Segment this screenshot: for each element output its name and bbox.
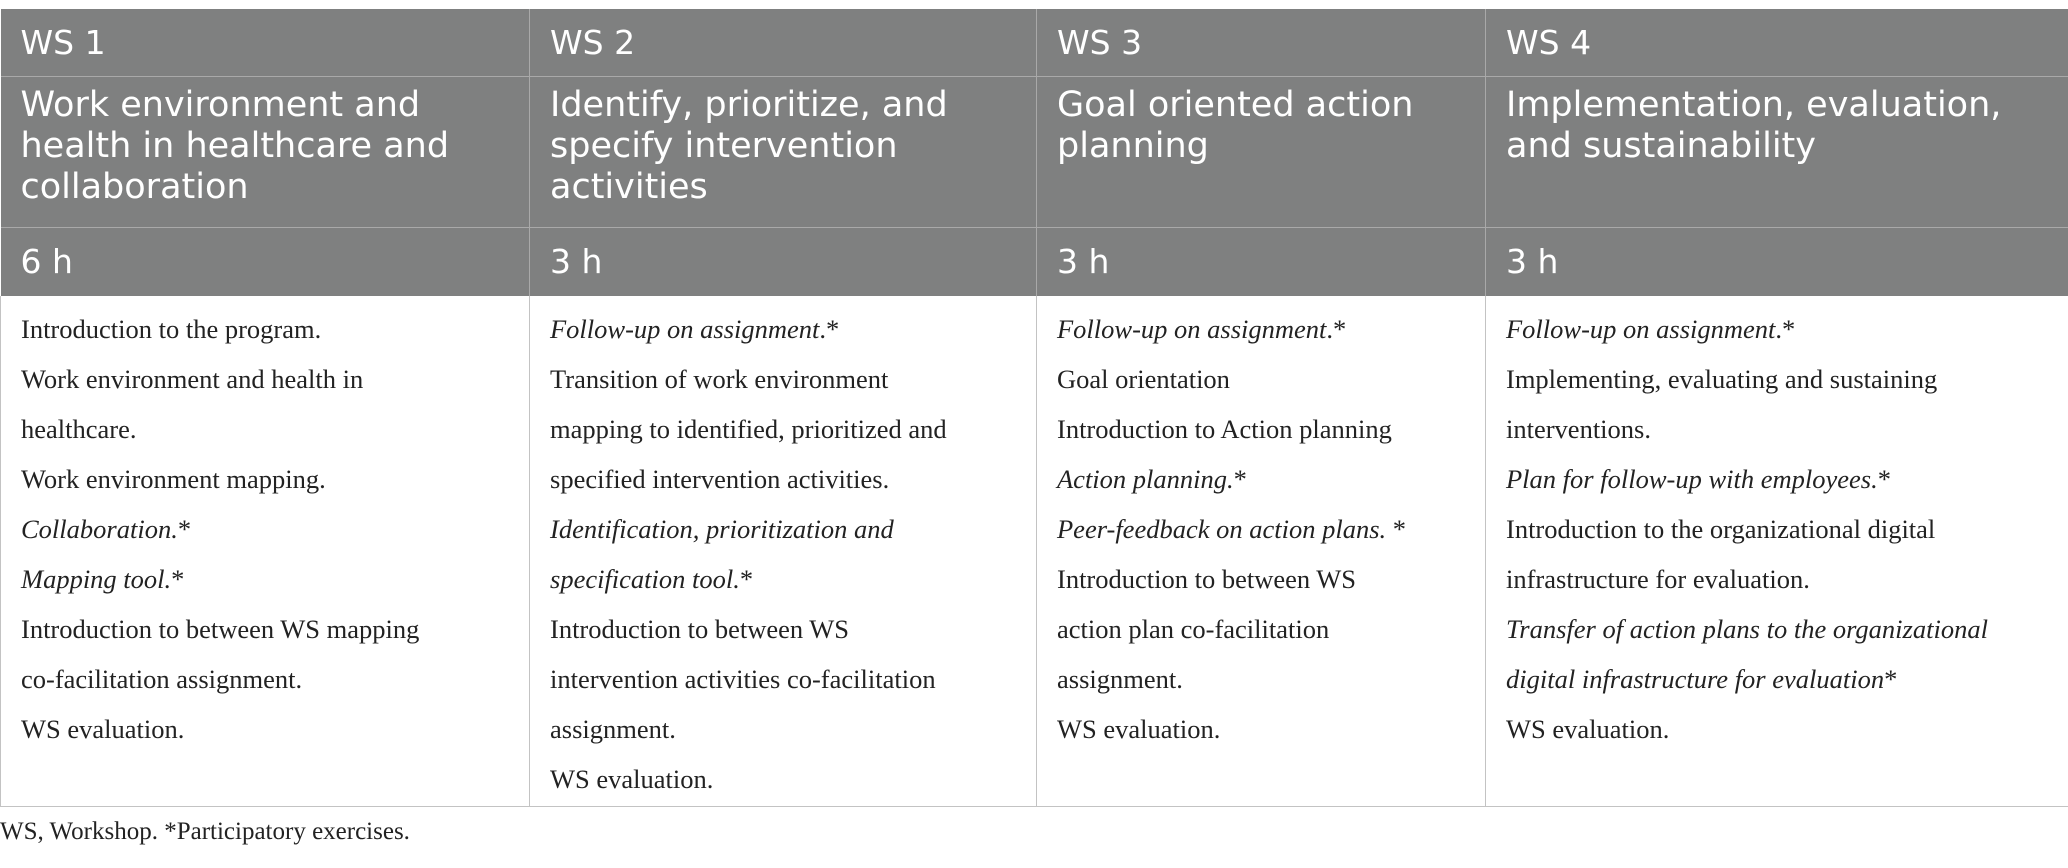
table-body: [1, 296, 2068, 806]
content-line-text: Plan for follow-up with employees.: [1506, 464, 1878, 494]
content-line: [550, 454, 1016, 504]
content-line: [550, 304, 1016, 354]
content-line-text: Introduction to the program.: [21, 314, 322, 344]
ws-number-row: [1, 9, 2068, 77]
content-line-text: Work environment mapping.: [21, 464, 326, 494]
content-line: [1506, 354, 2048, 404]
content-line-text: Follow-up on assignment: [1506, 314, 1776, 344]
content-line: [1057, 454, 1465, 504]
ws-4-label: WS 4: [1486, 9, 2068, 77]
content-line-text: Collaboration.: [21, 514, 178, 544]
table-header: [1, 9, 2068, 296]
content-line-text: Transfer of action plans to the organizational: [1506, 614, 1988, 644]
content-line-text: interventions.: [1506, 414, 1651, 444]
content-line: [1506, 604, 2048, 654]
ws-1-label: WS 1: [1, 9, 530, 77]
content-line-text: assignment.: [550, 714, 676, 744]
content-line-text: specified intervention activities.: [550, 464, 890, 494]
content-line: [550, 704, 1016, 754]
content-line-text: Action planning.: [1057, 464, 1234, 494]
content-line-marker: *: [1233, 464, 1247, 494]
ws-1-content: [1, 296, 530, 806]
content-line-text: WS evaluation.: [1057, 714, 1221, 744]
content-line-text: Mapping tool.: [21, 564, 172, 594]
content-line: [21, 354, 509, 404]
content-line-text: WS evaluation.: [21, 714, 185, 744]
content-line: [1057, 654, 1465, 704]
content-line-text: assignment.: [1057, 664, 1183, 694]
content-line: [1506, 654, 2048, 704]
ws-1-title: Work environment and health in healthcare and collaboration: [1, 77, 530, 228]
content-line-marker: *: [1386, 514, 1407, 544]
content-line: [550, 654, 1016, 704]
content-line-text: Introduction to the organizational digital: [1506, 514, 1936, 544]
content-line-text: Implementing, evaluating and sustaining: [1506, 364, 1938, 394]
ws-content-row: [1, 296, 2068, 806]
content-line: [550, 354, 1016, 404]
content-line-text: action plan co-facilitation: [1057, 614, 1330, 644]
ws-hours-row: [1, 228, 2068, 297]
content-line-marker: .*: [1775, 314, 1796, 344]
ws-3-title: Goal oriented action planning: [1037, 77, 1486, 228]
content-line-text: Introduction to between WS: [1057, 564, 1357, 594]
content-line: [1506, 504, 2048, 554]
ws-2-label: WS 2: [530, 9, 1037, 77]
content-line: [21, 554, 509, 604]
content-line-text: infrastructure for evaluation.: [1506, 564, 1810, 594]
content-line: [550, 604, 1016, 654]
content-line-text: Goal orientation: [1057, 364, 1230, 394]
content-line: [1057, 604, 1465, 654]
ws-3-hours: 3 h: [1037, 228, 1486, 297]
content-line-text: Introduction to Action planning: [1057, 414, 1392, 444]
content-line: [21, 454, 509, 504]
ws-3-label: WS 3: [1037, 9, 1486, 77]
content-line: [21, 704, 509, 754]
content-line-text: digital infrastructure for evaluation: [1506, 664, 1885, 694]
content-line: [1506, 554, 2048, 604]
content-line-text: Introduction to between WS: [550, 614, 850, 644]
content-line-marker: .*: [1326, 314, 1347, 344]
content-line-marker: *: [1877, 464, 1891, 494]
ws-3-content: [1037, 296, 1486, 806]
content-line: [21, 604, 509, 654]
content-line: [1057, 404, 1465, 454]
content-line-text: Follow-up on assignment: [550, 314, 820, 344]
ws-4-hours: 3 h: [1486, 228, 2068, 297]
content-line-text: intervention activities co-facilitation: [550, 664, 936, 694]
ws-2-hours: 3 h: [530, 228, 1037, 297]
workshop-table: [0, 9, 2068, 807]
content-line: [550, 504, 1016, 554]
ws-2-title: Identify, prioritize, and specify intervention activities: [530, 77, 1037, 228]
content-line: [21, 404, 509, 454]
content-line-text: Peer-feedback on action plans.: [1057, 514, 1387, 544]
content-line: [1057, 354, 1465, 404]
content-line-text: mapping to identified, prioritized and: [550, 414, 947, 444]
ws-2-content: [530, 296, 1037, 806]
content-line-marker: *: [1884, 664, 1898, 694]
content-line: [21, 304, 509, 354]
content-line-text: Follow-up on assignment: [1057, 314, 1327, 344]
content-line-text: healthcare.: [21, 414, 137, 444]
content-line-text: Work environment and health in: [21, 364, 364, 394]
content-line-marker: *: [739, 564, 754, 594]
content-line: [1506, 454, 2048, 504]
content-line: [1506, 704, 2048, 754]
content-line: [550, 554, 1016, 604]
content-line-text: Identification, prioritization and: [550, 514, 894, 544]
content-line-text: co-facilitation assignment.: [21, 664, 303, 694]
table-footnote: WS, Workshop. *Participatory exercises.: [0, 818, 410, 845]
content-line-text: Introduction to between WS mapping: [21, 614, 420, 644]
ws-4-title: Implementation, evaluation, and sustainability: [1486, 77, 2068, 228]
workshop-table-container: [0, 9, 2068, 807]
ws-1-hours: 6 h: [1, 228, 530, 297]
content-line: [1057, 704, 1465, 754]
content-line-marker: *: [177, 514, 192, 544]
content-line: [550, 754, 1016, 804]
content-line: [1506, 304, 2048, 354]
content-line: [21, 654, 509, 704]
content-line-text: WS evaluation.: [550, 764, 714, 794]
ws-title-row: [1, 77, 2068, 228]
content-line: [1057, 554, 1465, 604]
ws-4-content: [1486, 296, 2068, 806]
content-line: [1506, 404, 2048, 454]
content-line-text: specification tool.: [550, 564, 740, 594]
content-line: [550, 404, 1016, 454]
content-line: [1057, 304, 1465, 354]
content-line-text: Transition of work environment: [550, 364, 889, 394]
content-line-marker: *: [171, 564, 185, 594]
content-line: [21, 504, 509, 554]
content-line-marker: .*: [819, 314, 840, 344]
content-line: [1057, 504, 1465, 554]
content-line-text: WS evaluation.: [1506, 714, 1670, 744]
